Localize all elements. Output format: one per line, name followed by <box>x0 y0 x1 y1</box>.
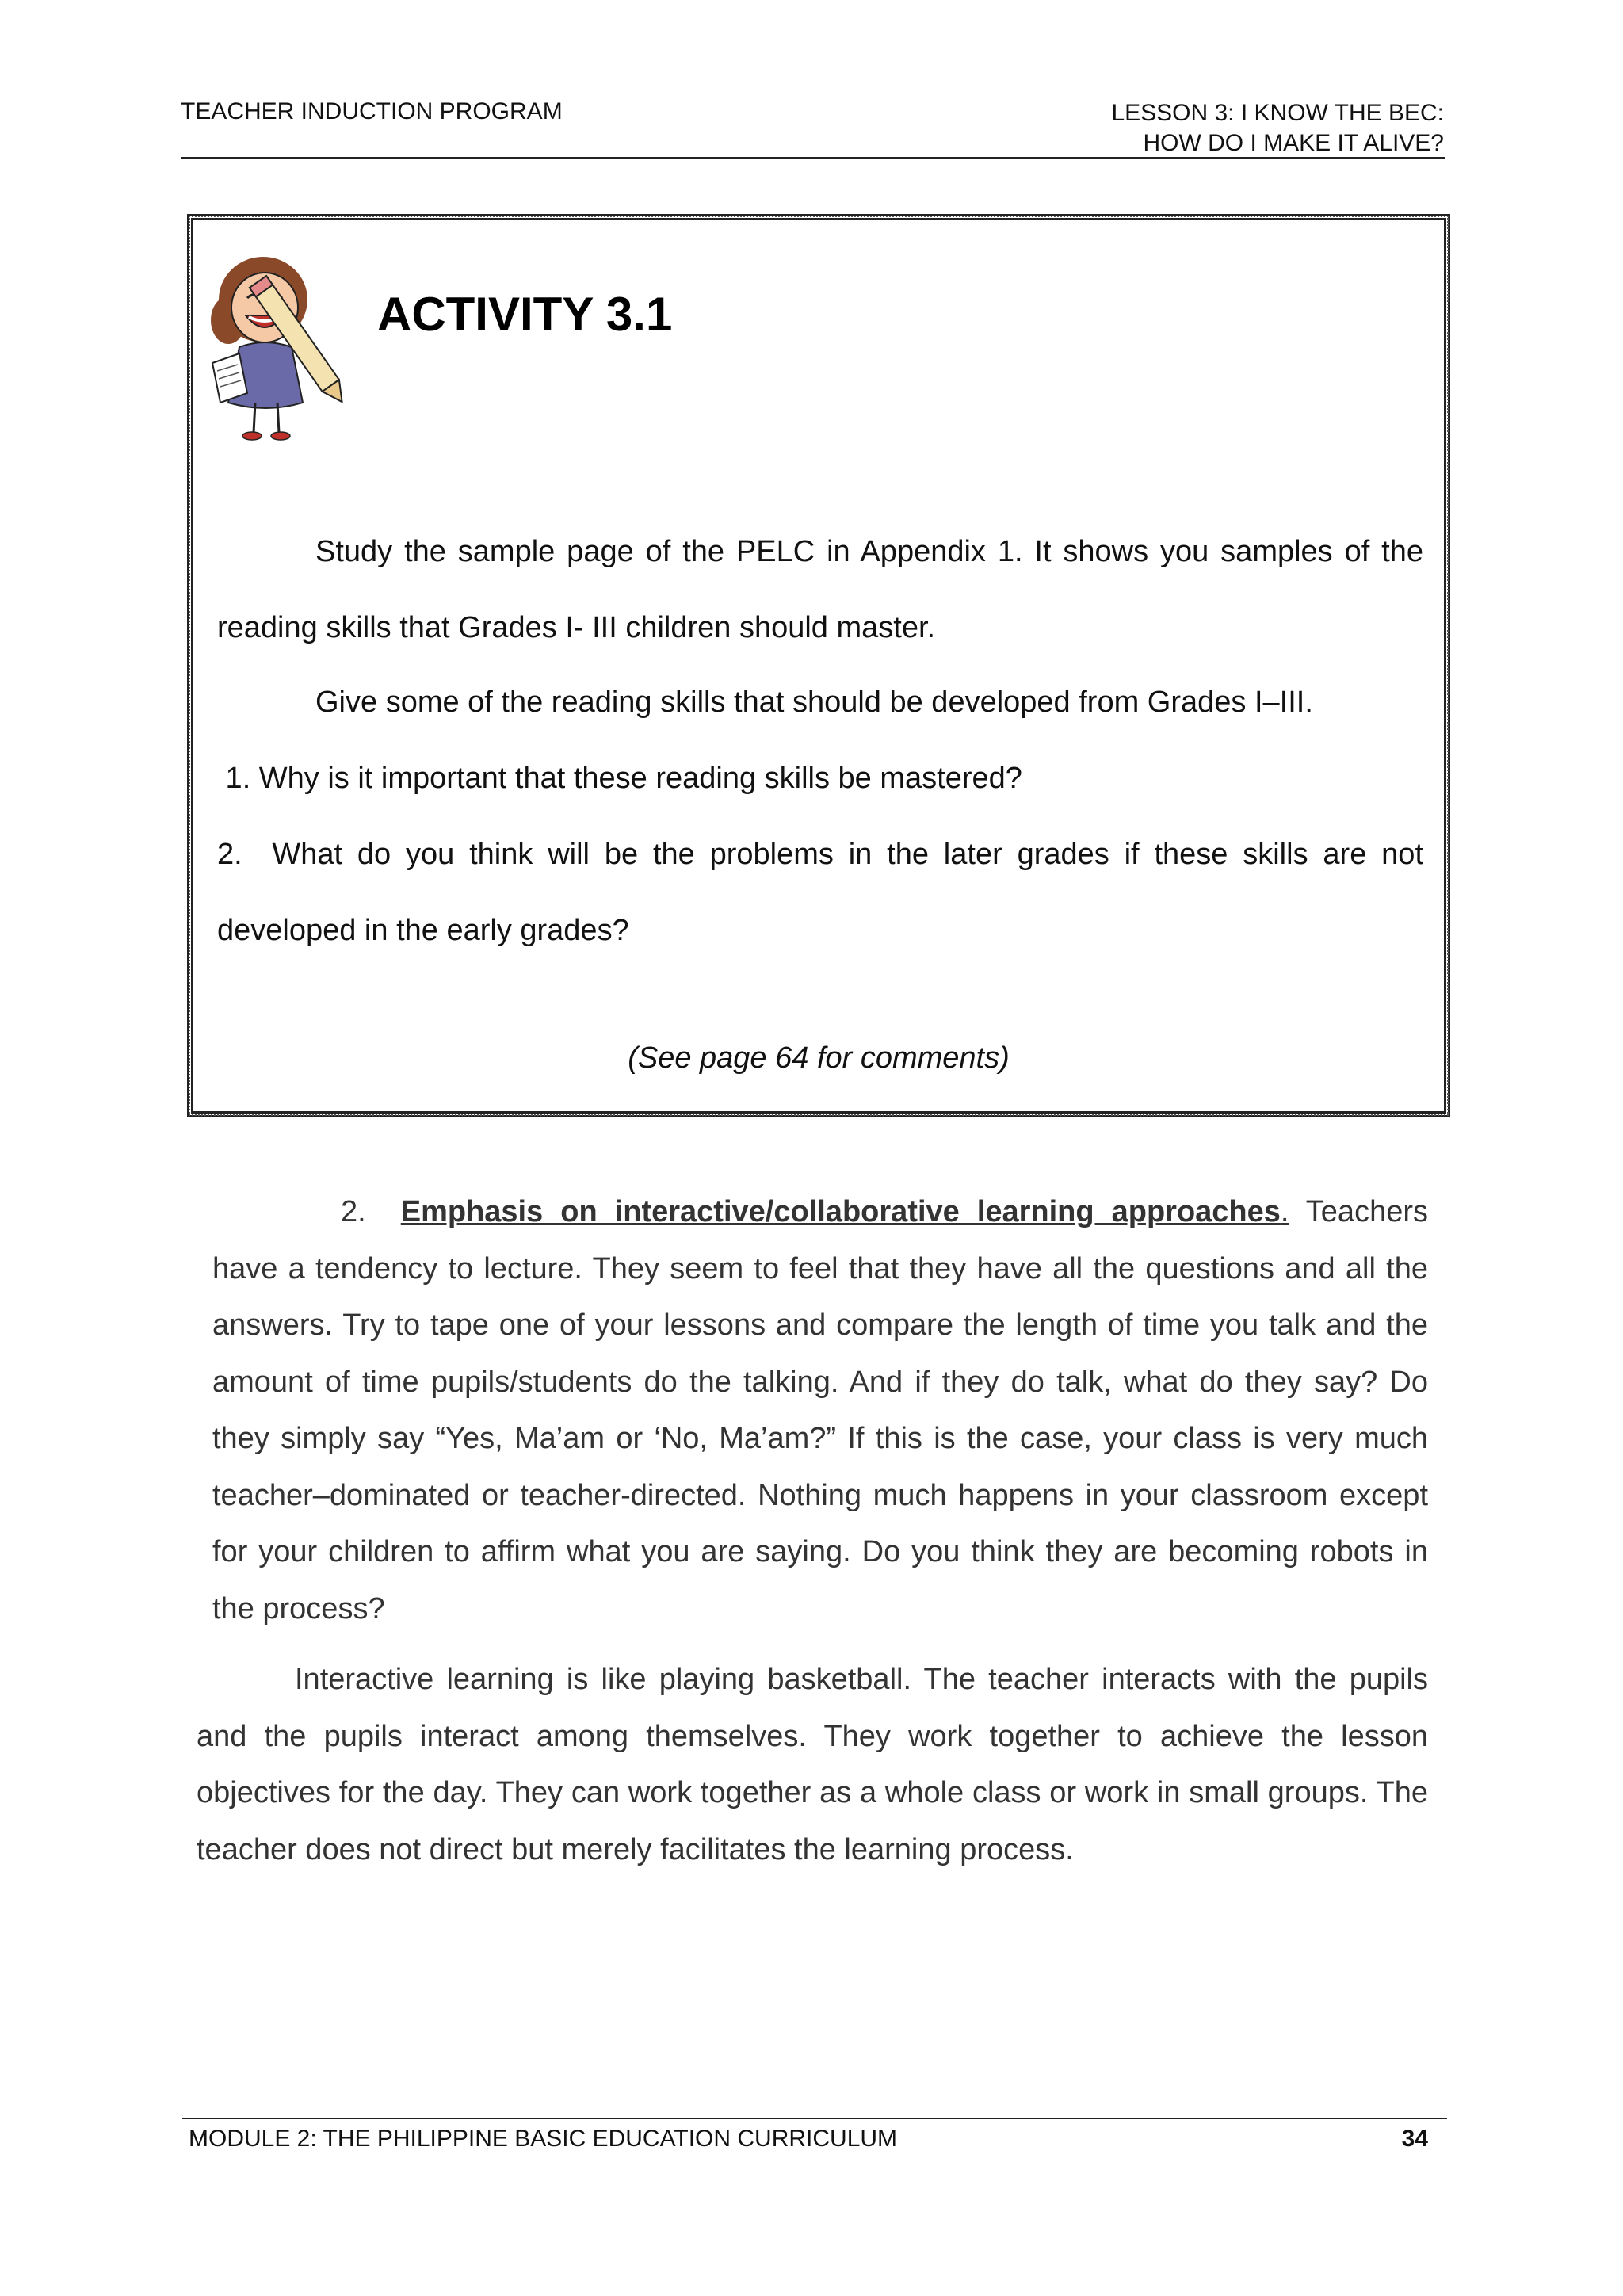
activity-question-1: 1. Why is it important that these reading skills be mastered? <box>217 762 1022 795</box>
activity-title: ACTIVITY 3.1 <box>377 288 673 341</box>
activity-box <box>187 214 1450 1117</box>
header-program-title: TEACHER INDUCTION PROGRAM <box>181 98 563 124</box>
see-page-note: (See page 64 for comments) <box>628 1041 1010 1075</box>
page-number: 34 <box>1401 2126 1428 2152</box>
header-lesson-line2: HOW DO I MAKE IT ALIVE? <box>1143 130 1444 156</box>
footer-divider <box>182 2118 1447 2119</box>
teacher-with-pencil-icon <box>208 244 366 442</box>
section-2-heading-period: . <box>1280 1195 1289 1228</box>
section-2-body: Teachers have a tendency to lecture. They seem to feel that they have all the questions and all the answers. Try to tape one of your lessons and compare the length of time you talk and the amount of time pupils/students do the talking. And if they do talk, what do they say? Do they simply say “Yes, Ma’am or ‘No, Ma’am?” If this is the case, your class is very much teacher–dominated or teacher-directed. Nothing much happens in your classroom except for your children to affirm what you are saying. Do you think they are becoming robots in the process? <box>212 1195 1428 1626</box>
footer-module-title: MODULE 2: THE PHILIPPINE BASIC EDUCATION CURRICULUM <box>189 2126 898 2152</box>
activity-paragraph-1: Study the sample page of the PELC in Appendix 1. It shows you samples of the reading skills that Grades I- III children should master. <box>217 535 1423 644</box>
activity-question-2: 2. What do you think will be the problems in the later grades if these skills are not developed in the early grades? <box>217 838 1432 947</box>
header-lesson-title <box>1111 98 1444 159</box>
section-2-number: 2. <box>341 1195 366 1228</box>
section-2-paragraph <box>212 1184 1428 1637</box>
section-2-heading: Emphasis on interactive/collaborative learning approaches <box>400 1195 1281 1228</box>
header-divider <box>181 157 1445 159</box>
header-lesson-line1: LESSON 3: I KNOW THE BEC: <box>1111 100 1444 126</box>
section-2-paragraph-2: Interactive learning is like playing basketball. The teacher interacts with the pupils and the pupils interact among themselves. They work together to achieve the lesson objectives for the day. They can work together as a whole class or work in small groups. The teacher does not direct but merely facilitates the learning process. <box>197 1663 1428 1866</box>
activity-paragraph-2: Give some of the reading skills that should be developed from Grades I–III. <box>315 686 1313 719</box>
